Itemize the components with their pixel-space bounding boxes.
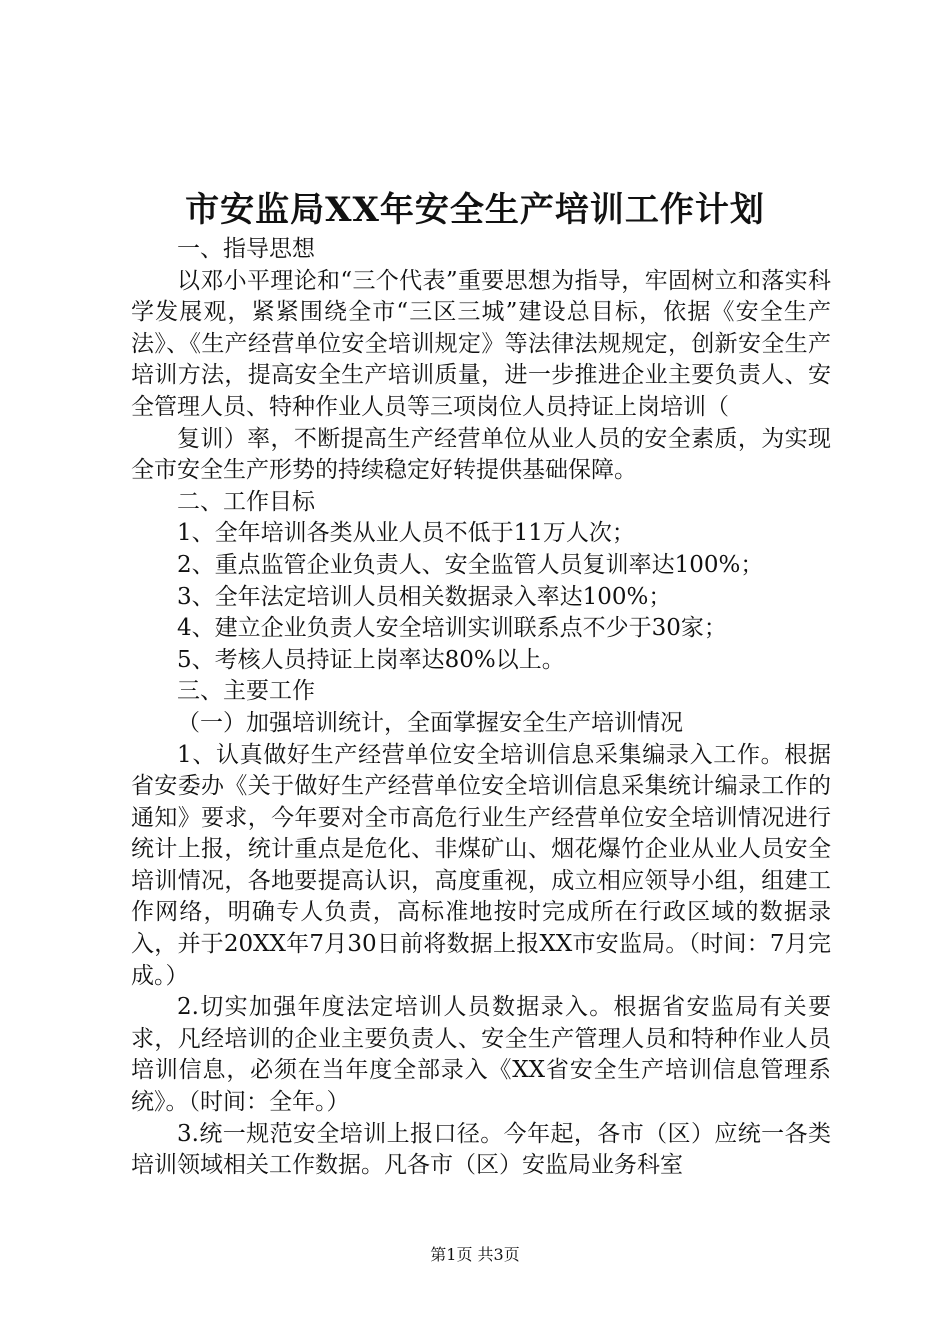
goal-item-1: 1、全年培训各类从业人员不低于11万人次； — [177, 520, 635, 547]
section-heading-main-work: 三、主要工作 — [177, 678, 315, 705]
page-footer: 第1页 共3页 — [430, 1245, 520, 1264]
paragraph-retraining-rate: 复训）率，不断提高生产经营单位从业人员的安全素质，为实现全市安全生产形势的持续稳定好转提供基础保障。 — [131, 425, 831, 484]
document-body — [131, 234, 831, 1182]
goal-item-4: 4、建立企业负责人安全培训实训联系点不少于30家； — [177, 615, 727, 642]
goal-item-2: 2、重点监管企业负责人、安全监管人员复训率达100%； — [177, 551, 764, 578]
goal-item-5: 5、考核人员持证上岗率达80%以上。 — [177, 646, 565, 673]
goal-item-3: 3、全年法定培训人员相关数据录入率达100%； — [177, 583, 672, 610]
document-title: 市安监局XX年安全生产培训工作计划 — [185, 190, 765, 230]
paragraph-guiding-ideology: 以邓小平理论和“三个代表”重要思想为指导，牢固树立和落实科学发展观，紧紧围绕全市“三区三城”建设总目标，依据《安全生产法》、《生产经营单位安全培训规定》等法律法规规定，创新安全生产培训方法，提高安全生产培训质量，进一步推进企业主要负责人、安全管理人员、特种作业人员等三项岗位人员持证上岗培训（ — [131, 267, 831, 420]
subsection-heading-training-statistics: （一）加强培训统计，全面掌握安全生产培训情况 — [177, 709, 683, 736]
section-heading-work-goals: 二、工作目标 — [177, 488, 315, 515]
paragraph-work-item-1: 1、认真做好生产经营单位安全培训信息采集编录入工作。根据省安委办《关于做好生产经营单位安全培训信息采集统计编录工作的通知》要求，今年要对全市高危行业生产经营单位安全培训情况进行统计上报，统计重点是危化、非煤矿山、烟花爆竹企业从业人员安全培训情况，各地要提高认识，高度重视，成立相应领导小组，组建工作网络，明确专人负责，高标准地按时完成所在行政区域的数据录入，并于20XX年7月30日前将数据上报XX市安监局。（时间：7月完成。） — [131, 741, 831, 989]
paragraph-work-item-3: 3.统一规范安全培训上报口径。今年起，各市（区）应统一各类培训领域相关工作数据。凡各市（区）安监局业务科室 — [131, 1120, 831, 1179]
paragraph-work-item-2: 2.切实加强年度法定培训人员数据录入。根据省安监局有关要求，凡经培训的企业主要负责人、安全生产管理人员和特种作业人员培训信息，必须在当年度全部录入《XX省安全生产培训信息管理系统》。（时间：全年。） — [131, 994, 831, 1116]
section-heading-guiding-ideology: 一、指导思想 — [177, 236, 315, 262]
